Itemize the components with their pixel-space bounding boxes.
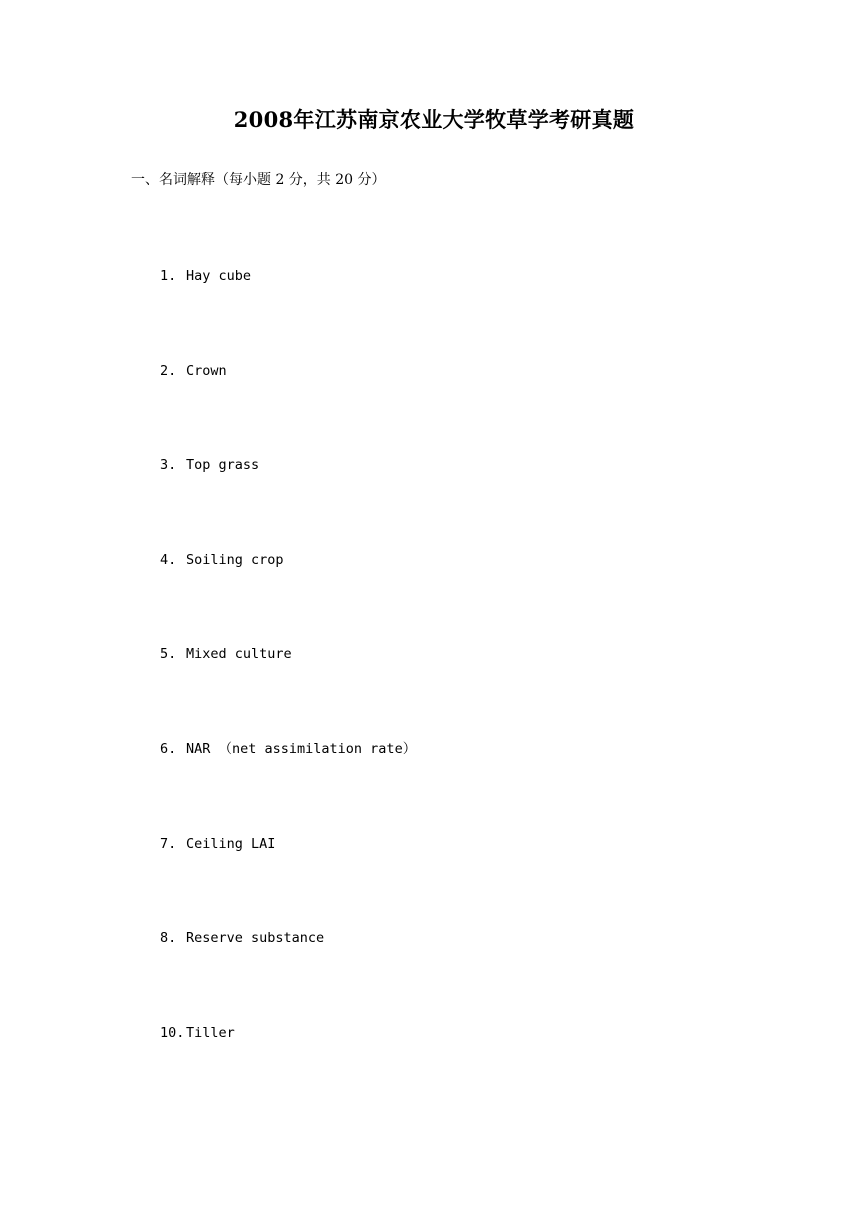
item-text: Reserve substance xyxy=(186,930,325,947)
list-item xyxy=(160,739,416,834)
list-item xyxy=(160,834,416,929)
term-list xyxy=(160,266,416,1117)
item-text: Hay cube xyxy=(186,268,252,284)
item-number: 2. xyxy=(160,362,177,379)
item-text: Ceiling LAI xyxy=(186,835,276,852)
page-title: 2008年江苏南京农业大学牧草学考研真题 xyxy=(233,107,635,132)
item-number: 6. xyxy=(160,740,177,757)
item-number: 3. xyxy=(160,457,177,474)
item-text: Crown xyxy=(186,362,227,379)
item-number: 7. xyxy=(160,835,177,852)
list-item xyxy=(160,361,416,456)
item-number: 1. xyxy=(160,268,177,284)
list-item xyxy=(160,1023,416,1118)
item-text: Tiller xyxy=(186,1024,235,1041)
item-number: 8. xyxy=(160,930,177,947)
item-text: Soiling crop xyxy=(186,551,284,568)
list-item xyxy=(160,644,416,739)
list-item xyxy=(160,266,416,361)
item-text: Mixed culture xyxy=(186,646,292,663)
item-number: 4. xyxy=(160,551,177,568)
list-item xyxy=(160,455,416,550)
section-heading: 一、名词解释（每小题 2 分，共 20 分） xyxy=(131,172,386,188)
list-item xyxy=(160,550,416,645)
item-number: 5. xyxy=(160,646,177,663)
item-number: 10. xyxy=(160,1024,185,1041)
item-text: Top grass xyxy=(186,457,260,474)
item-text: NAR （net assimilation rate） xyxy=(186,740,417,757)
list-item xyxy=(160,928,416,1023)
